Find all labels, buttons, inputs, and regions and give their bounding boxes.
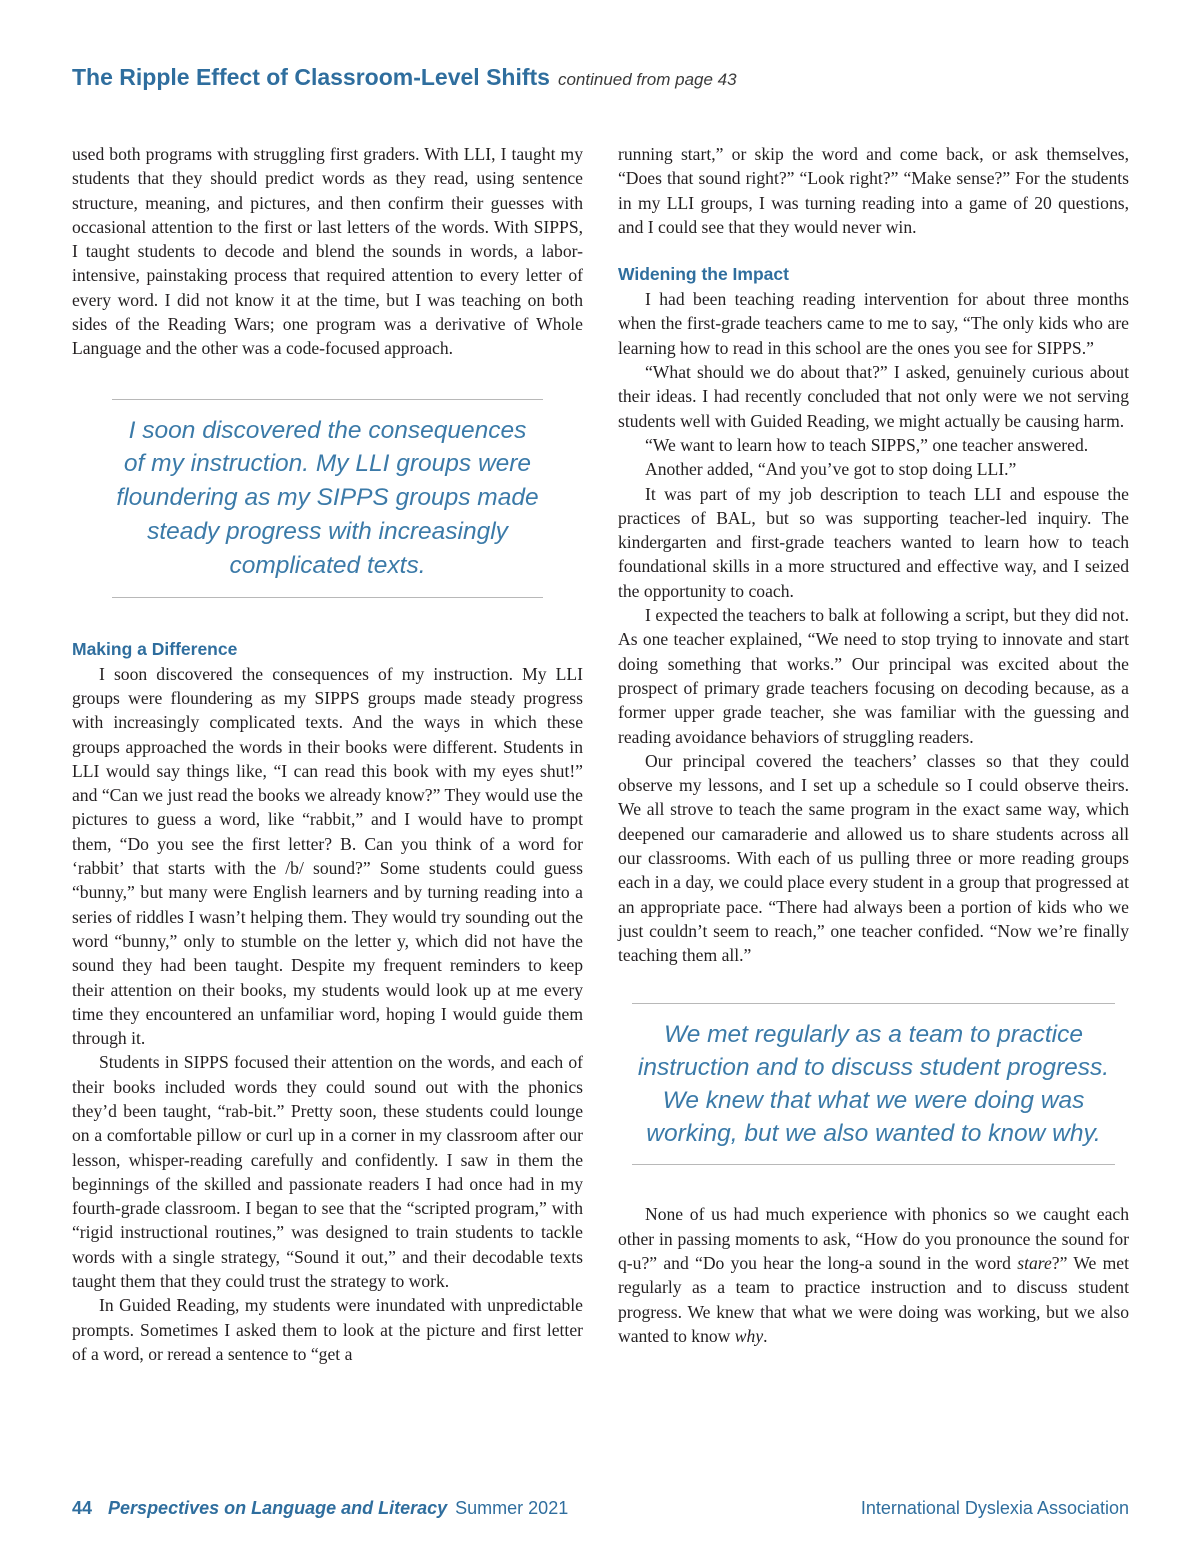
page-footer (72, 1498, 1129, 1519)
pull-quote: We met regularly as a team to practice instruction and to discuss student progress. We knew that what we were doing was working, but we also wanted to know why. (632, 1003, 1115, 1166)
paragraph: I soon discovered the consequences of my instruction. My LLI groups were floundering as my SIPPS groups made steady progress with increasingly complicated texts. And the ways in which these groups approached the words in their books were different. Students in LLI would say things like, “I can read this book with my eyes shut!” and “Can we just read the books we already know?” They would use the pictures to guess a word, like “rabbit,” and I would have to prompt them, “Do you see the first letter? B. Can you think of a word for ‘rabbit’ that starts with the /b/ sound?” Some students could guess “bunny,” but many were English learners and by turning reading into a series of riddles I wasn’t helping them. They would try sounding out the word “bunny,” only to stumble on the letter y, which did not have the sound they had been taught. Despite my frequent reminders to keep their attention on their books, my students would look up at me every time they encountered an unfamiliar word, hoping I would guide them through it. (72, 663, 583, 1049)
page-header (72, 64, 1132, 91)
paragraph: In Guided Reading, my students were inundated with unpredictable prompts. Sometimes I asked them to look at the picture and first letter of a word, or reread a sentence to “get a (72, 1295, 583, 1364)
pull-quote: I soon discovered the consequences of my instruction. My LLI groups were floundering as my SIPPS groups made steady progress with increasingly complicated texts. (112, 399, 543, 598)
paragraph: “We want to learn how to teach SIPPS,” one teacher answered. (645, 434, 1089, 455)
paragraph: Students in SIPPS focused their attention on the words, and each of their books included words they could sound out with the phonics they’d been taught, “rab-bit.” Pretty soon, these students could lounge on a comfortable pillow or curl up in a corner in my classroom after our lesson, whisper-reading carefully and confidently. I saw in them the beginnings of the skilled and passionate readers I had once had in my fourth-grade classroom. I began to see that the “scripted program,” with “rigid instructional routines,” was designed to train students to tackle words with a single strategy, “Sound it out,” and their decodable texts taught them that they could trust the strategy to work. (72, 1052, 583, 1292)
paragraph: It was part of my job description to teach LLI and espouse the practices of BAL, but so was supporting teacher-led inquiry. The kindergarten and first-grade teachers wanted to learn how to teach foundational skills in a more structured and effective way, and I seized the opportunity to coach. (618, 483, 1129, 601)
right-column (618, 142, 1129, 1348)
paragraph: “What should we do about that?” I asked, genuinely curious about their ideas. I had recently concluded that not only were we not serving students well with Guided Reading, we might actually be causing harm. (618, 362, 1129, 431)
section-heading: Making a Difference (72, 638, 238, 659)
paragraph: I expected the teachers to balk at following a script, but they did not. As one teacher explained, “We need to stop trying to innovate and start doing something that works.” Our principal was excited about the prospect of primary grade teachers focusing on decoding because, as a former upper grade teacher, she was familiar with the guessing and reading avoidance behaviors of struggling readers. (618, 605, 1129, 747)
issue-date: Summer 2021 (455, 1498, 569, 1518)
article-title: The Ripple Effect of Classroom-Level Shifts (72, 64, 550, 90)
emphasis: why (734, 1325, 764, 1346)
text-run: . (763, 1325, 768, 1346)
paragraph (618, 1202, 1129, 1348)
paragraph: used both programs with struggling first graders. With LLI, I taught my students that they should predict words as they read, using sentence structure, meaning, and pictures, and then confirm their guesses with occasional attention to the first or last letters of the words. With SIPPS, I taught students to decode and blend the sounds in words, a labor-intensive, painstaking process that required attention to every letter of every word. I did not know it at the time, but I was teaching on both sides of the Reading Wars; one program was a derivative of Whole Language and the other was a code-focused approach. (72, 144, 583, 359)
paragraph: Our principal covered the teachers’ classes so that they could observe my lessons, and I set up a schedule so I could observe theirs. We all strove to teach the same program in the exact same way, which deepened our camaraderie and allowed us to share students across all our classrooms. With each of us pulling three or more reading groups each in a day, we could place every student in a group that progressed at an appropriate pace. “There had always been a portion of kids who we just couldn’t seem to reach,” one teacher confided. “Now we’re finally teaching them all.” (618, 750, 1129, 966)
organization-name: International Dyslexia Association (860, 1498, 1129, 1518)
page-number: 44 (72, 1498, 93, 1518)
publication-title: Perspectives on Language and Literacy (108, 1498, 448, 1518)
paragraph: running start,” or skip the word and come back, or ask themselves, “Does that sound right?” “Look right?” “Make sense?” For the students in my LLI groups, I was turning reading into a game of 20 questions, and I could see that they would never win. (618, 144, 1129, 237)
paragraph: I had been teaching reading intervention for about three months when the first-grade teachers came to me to say, “The only kids who are learning how to read in this school are the ones you see for SIPPS.” (618, 289, 1129, 358)
section-heading: Widening the Impact (618, 264, 789, 285)
paragraph: Another added, “And you’ve got to stop doing LLI.” (645, 459, 1017, 480)
left-column (72, 142, 583, 1366)
text-run: ?” We met regularly as a team to practice instruction and to discuss student progress. We knew that what we were doing was working, but we also wanted to know (618, 1252, 1129, 1346)
continued-note: continued from page 43 (557, 70, 737, 89)
emphasis: stare (1017, 1252, 1052, 1273)
text-run: None of us had much experience with phonics so we caught each other in passing moments to ask, “How do you pronounce the sound for q-u?” and “Do you hear the long-a sound in the word (618, 1204, 1129, 1273)
